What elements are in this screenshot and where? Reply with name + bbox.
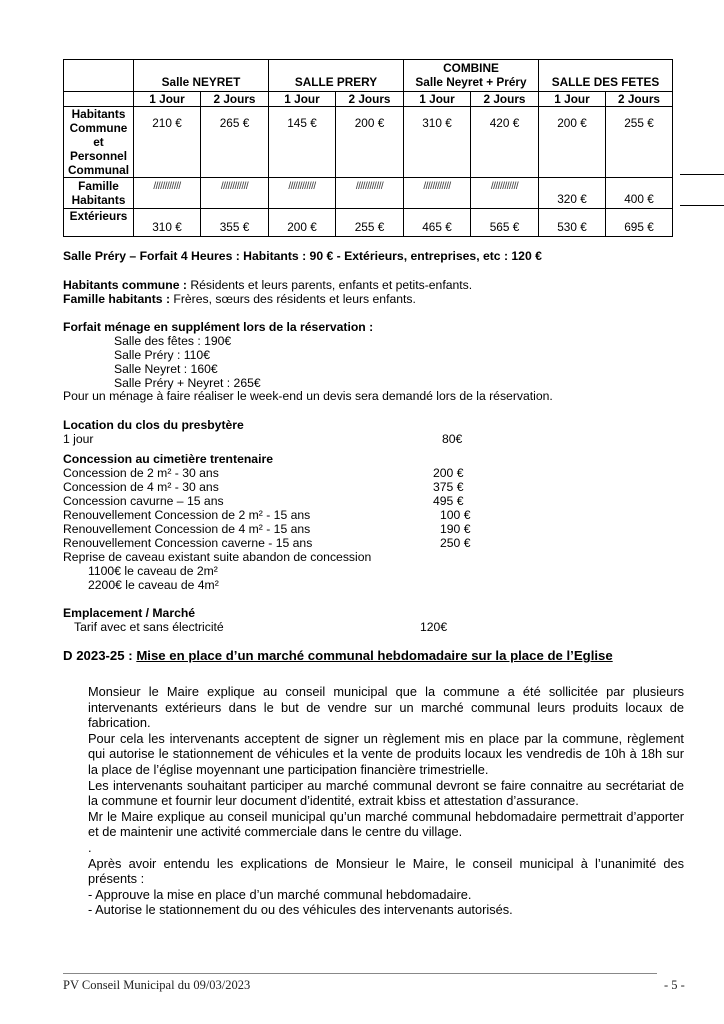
paragraph: Les intervenants souhaitant participer au marché communal devront se faire connaitre au secrétariat de la commune et fournir leur document d’identité, extrait kbiss et attestation d’assurance. [88,777,684,809]
forfait-prery: Salle Préry – Forfait 4 Heures : Habitants : 90 € - Extérieurs, entreprises, etc : 120 € [63,249,542,263]
cimetiere-item: Renouvellement Concession de 2 m² - 15 ans [63,508,311,522]
cimetiere-price: 190 € [440,522,471,536]
hatched-cell: //////////// [336,178,404,209]
sub-header: 1 Jour [404,92,471,107]
cimetiere-item: Concession cavurne – 15 ans [63,494,224,508]
price-cell: 200 € [539,107,606,178]
hatched-cell: //////////// [269,178,336,209]
menage-note: Pour un ménage à faire réaliser le week-end un devis sera demandé lors de la réservation. [63,389,553,403]
cimetiere-item: Renouvellement Concession caverne - 15 ans [63,536,313,550]
hatched-cell: //////////// [134,178,201,209]
cimetiere-reprise-item: 1100€ le caveau de 2m² [88,564,218,578]
menage-item: Salle Préry : 110€ [114,348,210,362]
footer-left: PV Conseil Municipal du 09/03/2023 [63,978,251,992]
table-row [64,178,673,209]
hall-header-neyret: Salle NEYRET [134,60,269,92]
sub-header: 2 Jours [471,92,539,107]
hall-header-combine: COMBINE Salle Neyret + Préry [404,60,539,92]
price-cell: 695 € [606,209,673,237]
hall-header-prery: SALLE PRERY [269,60,404,92]
table-extension-line [680,205,724,206]
price-cell: 265 € [201,107,269,178]
row-label: Habitants Commune et Personnel Communal [64,107,134,178]
cimetiere-price: 250 € [440,536,471,550]
price-cell: 565 € [471,209,539,237]
table-extension-line [680,174,724,175]
page-number: - 5 - [664,978,685,992]
table-row [64,107,673,178]
hatched-cell: //////////// [471,178,539,209]
price-cell: 420 € [471,107,539,178]
price-cell: 255 € [336,209,404,237]
cimetiere-price: 200 € [433,466,464,480]
menage-item: Salle Préry + Neyret : 265€ [114,376,261,390]
table-row [64,209,673,237]
cimetiere-price: 100 € [440,508,471,522]
paragraph: . [88,839,92,855]
cimetiere-item: Concession de 4 m² - 30 ans [63,480,219,494]
price-cell: 320 € [539,178,606,209]
price-cell: 255 € [606,107,673,178]
sub-header: 2 Jours [606,92,673,107]
price-cell: 530 € [539,209,606,237]
decision-heading [63,648,613,663]
marche-title: Emplacement / Marché [63,606,196,620]
price-cell: 145 € [269,107,336,178]
price-cell: 400 € [606,178,673,209]
sub-header: 2 Jours [336,92,404,107]
menage-title: Forfait ménage en supplément lors de la réservation : [63,320,374,334]
table-sub-corner [64,92,134,107]
paragraph: Mr le Maire explique au conseil municipal qu’un marché communal hebdomadaire permettrait d’apporter et de maintenir une activité commerciale dans le centre du village. [88,808,684,840]
sub-header: 1 Jour [269,92,336,107]
sub-header: 1 Jour [539,92,606,107]
tariff-table [63,59,673,237]
cimetiere-price: 375 € [433,480,464,494]
price-cell: 355 € [201,209,269,237]
footer-rule [63,973,657,974]
sub-header: 2 Jours [201,92,269,107]
menage-item: Salle Neyret : 160€ [114,362,218,376]
clos-title: Location du clos du presbytère [63,418,244,432]
hatched-cell: //////////// [404,178,471,209]
hatched-cell: //////////// [201,178,269,209]
marche-price: 120€ [420,620,448,634]
clos-label: 1 jour [63,432,94,446]
definition-famille: Famille habitants : Frères, sœurs des résidents et leurs enfants. [63,292,416,306]
price-cell: 200 € [336,107,404,178]
cimetiere-item: Renouvellement Concession de 4 m² - 15 ans [63,522,311,536]
price-cell: 310 € [404,107,471,178]
sub-header: 1 Jour [134,92,201,107]
paragraph: Monsieur le Maire explique au conseil municipal que la commune a été sollicitée par plusieurs intervenants extérieurs dans le but de vendre sur un marché communal leurs produits locaux de fabrication. [88,684,684,731]
decision-title: Mise en place d’un marché communal hebdomadaire sur la place de l’Eglise [136,648,613,663]
definition-habitants: Habitants commune : Résidents et leurs parents, enfants et petits-enfants. [63,278,473,292]
table-corner [64,60,134,92]
row-label: Famille Habitants [64,178,134,209]
menage-item: Salle des fêtes : 190€ [114,334,232,348]
paragraph: - Autorise le stationnement du ou des véhicules des intervenants autorisés. [88,902,513,918]
price-cell: 310 € [134,209,201,237]
paragraph: Pour cela les intervenants acceptent de signer un règlement mis en place par la commune, règlement qui autorise le stationnement de véhicules et la vente de produits locaux les vendredis de 10h à 18h sur la place de l’église moyennant une participation financière trimestrielle. [88,730,684,777]
paragraph: Après avoir entendu les explications de Monsieur le Maire, le conseil municipal à l’unanimité des présents : [88,855,684,887]
paragraph: - Approuve la mise en place d’un marché communal hebdomadaire. [88,886,472,902]
decision-number: D 2023-25 : [63,648,133,663]
price-cell: 465 € [404,209,471,237]
decision-body [88,684,684,918]
clos-price: 80€ [442,432,463,446]
row-label: Extérieurs [64,209,134,237]
cimetiere-reprise-item: 2200€ le caveau de 4m² [88,578,219,592]
hall-header-salle-des-fetes: SALLE DES FETES [539,60,673,92]
marche-label: Tarif avec et sans électricité [74,620,224,634]
cimetiere-item: Concession de 2 m² - 30 ans [63,466,219,480]
cimetiere-reprise: Reprise de caveau existant suite abandon de concession [63,550,372,564]
price-cell: 210 € [134,107,201,178]
price-cell: 200 € [269,209,336,237]
cimetiere-title: Concession au cimetière trentenaire [63,452,273,466]
cimetiere-price: 495 € [433,494,464,508]
